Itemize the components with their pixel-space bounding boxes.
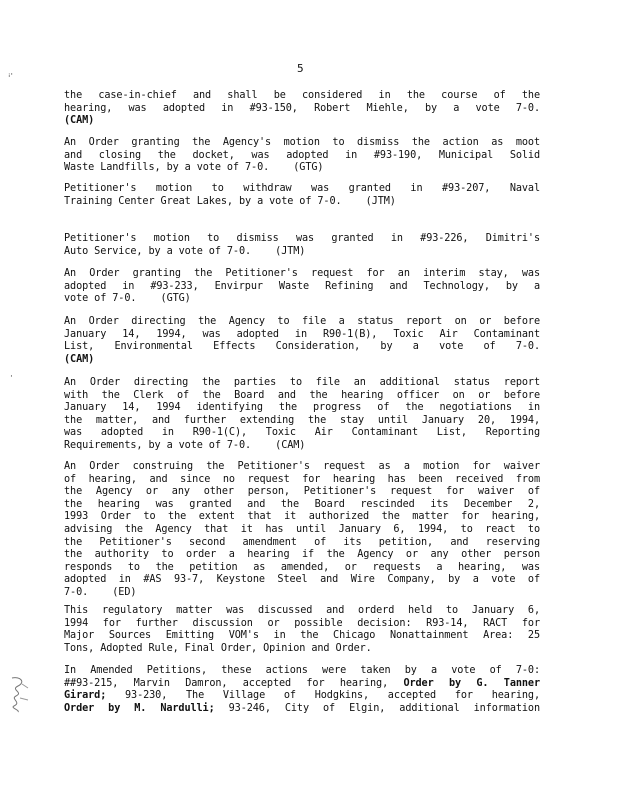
text-line: January 14, 1994, was adopted in R90-1(B), Toxic Air Contaminant: [64, 328, 540, 340]
text-line: 1994 for further discussion or possible decision: R93-14, RACT for: [64, 617, 540, 629]
text-line: (CAM): [64, 115, 95, 127]
text-line: the hearing was granted and the Board rescinded its December 2,: [64, 498, 540, 510]
text-line: advising the Agency that it has until January 6, 1994, to react to: [64, 523, 540, 535]
text-line-bold-mixed: Girard; 93-230, The Village of Hodgkins, accepted for hearing,: [64, 690, 540, 702]
text-line: Waste Landfills, by a vote of 7-0. (GTG): [64, 162, 324, 174]
text-line: Petitioner's motion to withdraw was granted in #93-207, Naval: [64, 183, 540, 194]
text-line: adopted in #AS 93-7, Keystone Steel and Wire Company, by a vote of: [64, 574, 540, 586]
text-line: List, Environmental Effects Consideration, by a vote of 7-0.: [64, 341, 540, 353]
text-line: the matter, and further extending the stay until January 20, 1994,: [64, 414, 540, 426]
text-line-bold-mixed: ##93-215, Marvin Damron, accepted for hearing, Order by G. Tanner: [64, 677, 540, 689]
text-line: An Order directing the Agency to file a status report on or before: [64, 316, 540, 327]
text-line: An Order construing the Petitioner's request as a motion for waiver: [64, 461, 540, 472]
text-line: Requirements, by a vote of 7-0. (CAM): [64, 439, 306, 451]
text-line: January 14, 1994 identifying the progress of the negotiations in: [64, 402, 540, 414]
text-line: and closing the docket, was adopted in #93-190, Municipal Solid: [64, 149, 540, 161]
bold-phrase: Girard;: [64, 690, 107, 702]
paragraph-waiver-of-hearing: [64, 461, 540, 600]
margin-mark-middle: ·: [10, 372, 13, 382]
text-line: Tons, Adopted Rule, Final Order, Opinion and Order.: [64, 642, 372, 654]
page-number: 5: [297, 62, 304, 75]
text-line: the authority to order a hearing if the Agency or any other person: [64, 549, 540, 561]
text-line: An Order granting the Petitioner's request for an interim stay, was: [64, 268, 540, 279]
paragraph-status-report-agency: [64, 316, 540, 366]
paragraph-motion-withdraw: [64, 183, 540, 208]
paragraph-status-report-parties: [64, 377, 540, 453]
text-line: 7-0. (ED): [64, 586, 137, 598]
text-line: This regulatory matter was discussed and orderd held to January 6,: [64, 605, 540, 616]
text-line: Auto Service, by a vote of 7-0. (JTM): [64, 245, 306, 257]
text-line: hearing, was adopted in #93-150, Robert Miehle, by a vote 7-0.: [64, 102, 540, 114]
text-line: the Petitioner's second amendment of its petition, and reserving: [64, 536, 540, 548]
paragraph-amended-petitions: [64, 665, 540, 715]
paragraph-interim-stay: [64, 268, 540, 306]
text-line: (CAM): [64, 353, 95, 365]
text-line: In Amended Petitions, these actions were taken by a vote of 7-0:: [64, 665, 540, 676]
text-line: 1993 Order to the extent that it authorized the matter for hearing,: [64, 511, 540, 523]
text-line: Petitioner's motion to dismiss was granted in #93-226, Dimitri's: [64, 233, 540, 244]
paragraph-motion-dismiss: [64, 233, 540, 258]
paragraph-agency-motion-dismiss: [64, 137, 540, 175]
text-line: vote of 7-0. (GTG): [64, 293, 191, 305]
text-line: responds to the petition as amended, or requests a hearing, was: [64, 561, 540, 573]
margin-scribble: [6, 674, 32, 714]
text-line: Major Sources Emitting VOM's in the Chicago Nonattainment Area: 25: [64, 630, 540, 642]
margin-mark-top: ꜟ·: [8, 70, 14, 80]
text-line: Training Center Great Lakes, by a vote of 7-0. (JTM): [64, 195, 396, 207]
paragraph-regulatory-matter: [64, 605, 540, 655]
text-line: adopted in #93-233, Envirpur Waste Refining and Technology, by a: [64, 280, 540, 292]
bold-phrase: Order by G. Tanner: [403, 677, 540, 689]
text-line-bold-mixed: Order by M. Nardulli; 93-246, City of Elgin, additional information: [64, 702, 540, 714]
bold-phrase: Order by M. Nardulli;: [64, 702, 215, 714]
text-line: with the Clerk of the Board and the hearing officer on or before: [64, 389, 540, 401]
paragraph-case-in-chief: [64, 90, 540, 128]
text-line: the Agency or any other person, Petitioner's request for waiver of: [64, 486, 540, 498]
text-line: was adopted in R90-1(C), Toxic Air Contaminant List, Reporting: [64, 427, 540, 439]
text-line: of hearing, and since no request for hearing has been received from: [64, 473, 540, 485]
text-line: An Order granting the Agency's motion to dismiss the action as moot: [64, 137, 540, 148]
text-line: An Order directing the parties to file an additional status report: [64, 377, 540, 388]
text-line: the case-in-chief and shall be considered in the course of the: [64, 90, 540, 101]
